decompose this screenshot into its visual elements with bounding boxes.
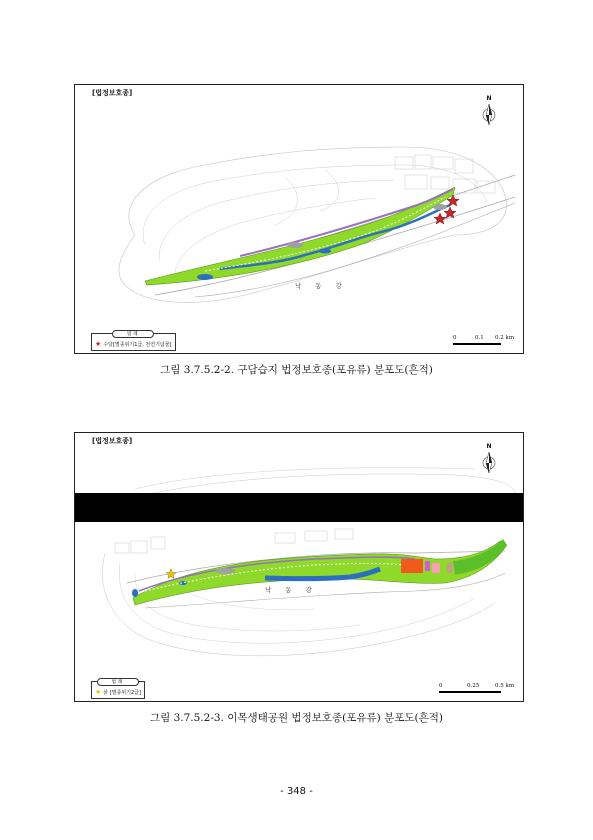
scale-tick-0: 0	[453, 335, 457, 341]
scale-bar	[439, 683, 517, 693]
figure-caption-1: 그림 3.7.5.2-2. 구담습지 법정보호종(포유류) 분포도(흔적)	[160, 364, 433, 376]
legend-title: 범례	[97, 678, 139, 686]
north-arrow-icon	[479, 443, 499, 473]
town-blocks	[395, 155, 495, 193]
scale-tick-1: 0.1	[475, 335, 484, 341]
map-1-canvas	[75, 85, 523, 353]
red-star-icon: ★	[95, 340, 102, 348]
river-label: 낙동강	[265, 586, 326, 594]
legend-item-label: 수달[멸종위기1급, 천연기념물]	[103, 342, 172, 348]
yellow-star-icon: ★	[95, 688, 102, 696]
map-figure-2	[74, 432, 524, 702]
frame-label: [법정보호종]	[92, 437, 133, 445]
map-legend	[91, 681, 145, 699]
legend-item-label: 삵 [멸종위기2급]	[103, 690, 141, 696]
figure-caption-2: 그림 3.7.5.2-3. 이목생태공원 법정보호종(포유류) 분포도(흔적)	[149, 712, 444, 724]
map-2-canvas	[75, 433, 523, 701]
scale-tick-1: 0.25	[467, 683, 480, 689]
scale-tick-0: 0	[439, 683, 443, 689]
river-label: 낙동강	[295, 282, 356, 290]
scale-bar	[453, 335, 515, 345]
legend-title: 범례	[112, 330, 154, 338]
wildcat-trace-marker	[166, 569, 176, 579]
page-number: - 348 -	[280, 786, 313, 797]
scale-tick-2: 0.5 km	[495, 683, 515, 689]
scale-tick-2: 0.2 km	[495, 335, 515, 341]
map-figure-1	[74, 84, 524, 354]
north-label: N	[486, 95, 492, 102]
redaction-band	[75, 493, 523, 522]
frame-label: [법정보호종]	[92, 89, 133, 97]
park-area	[145, 187, 455, 285]
north-label: N	[486, 443, 492, 450]
map-legend	[91, 333, 176, 351]
orange-zone	[401, 559, 423, 573]
north-arrow-icon	[479, 95, 499, 125]
